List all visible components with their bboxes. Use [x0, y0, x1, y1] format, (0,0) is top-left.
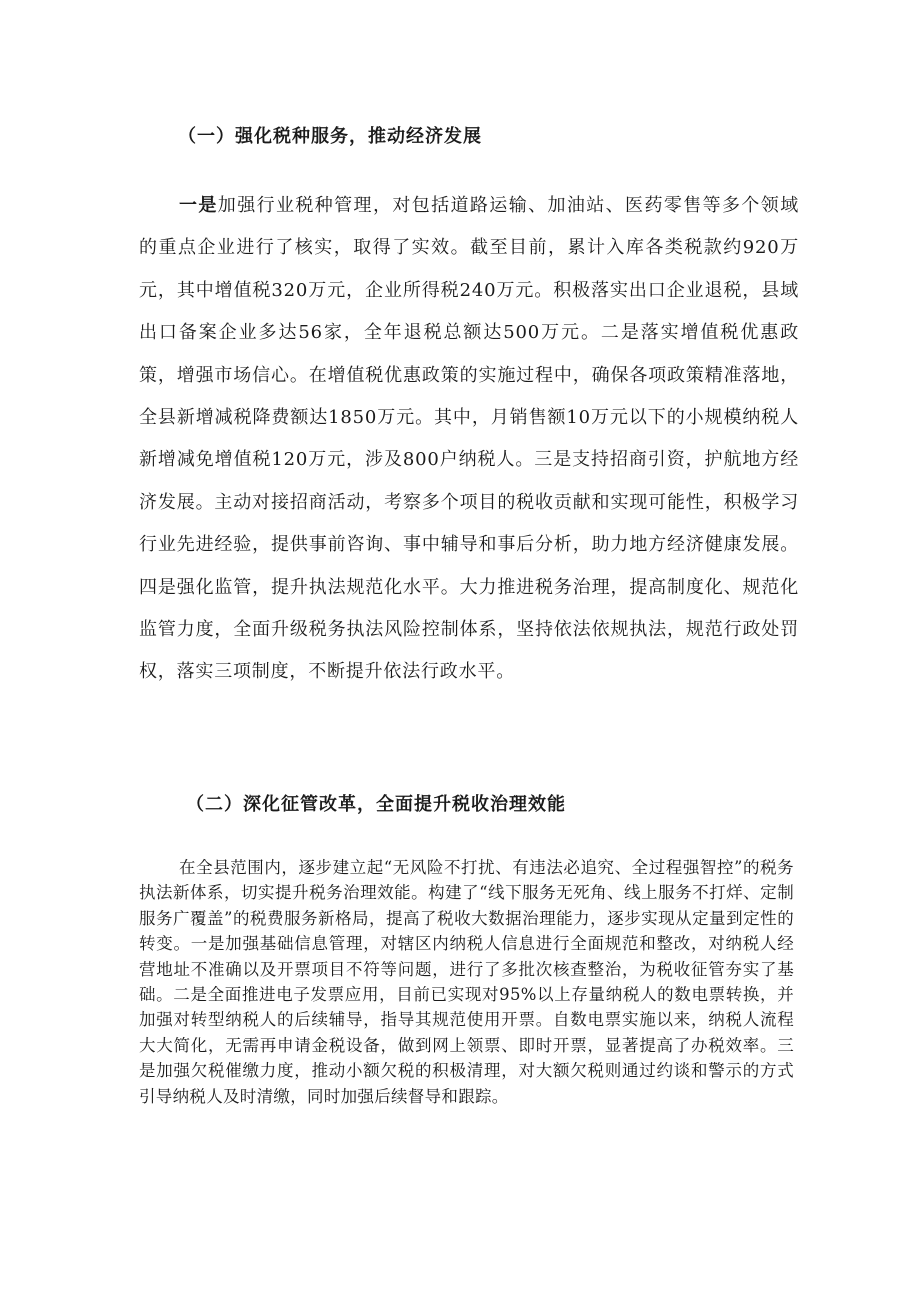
section-1-paragraph — [139, 185, 799, 694]
section-1-heading: （一）强化税种服务，推动经济发展 — [178, 126, 482, 147]
section-2-paragraph: 在全县范围内，逐步建立起“无风险不打扰、有违法必追究、全过程强智控”的税务执法新体系，切实提升税务治理效能。构建了“线下服务无死角、线上服务不打烊、定制服务广覆盖”的税费服务新格局，提高了税收大数据治理能力，逐步实现从定量到定性的转变。一是加强基础信息管理，对辖区内纳税人信息进行全面规范和整改，对纳税人经营地址不准确以及开票项目不符等问题，进行了多批次核查整治，为税收征管夯实了基础。二是全面推进电子发票应用，目前已实现对95%以上存量纳税人的数电票转换，并加强对转型纳税人的后续辅导，指导其规范使用开票。自数电票实施以来，纳税人流程大大简化，无需再申请金税设备，做到网上领票、即时开票，显著提高了办税效率。三是加强欠税催缴力度，推动小额欠税的积极清理，对大额欠税则通过约谈和警示的方式引导纳税人及时清缴，同时加强后续督导和跟踪。 — [139, 858, 794, 1106]
section-1-body: 加强行业税种管理，对包括道路运输、加油站、医药零售等多个领域的重点企业进行了核实，取得了实效。截至目前，累计入库各类税款约920万元，其中增值税320万元，企业所得税240万元。积极落实出口企业退税，县域出口备案企业多达56家，全年退税总额达500万元。二是落实增值税优惠政策，增强市场信心。在增值税优惠政策的实施过程中，确保各项政策精准落地，全县新增减税降费额达1850万元。其中，月销售额10万元以下的小规模纳税人新增减免增值税120万元，涉及800户纳税人。三是支持招商引资，护航地方经济发展。主动对接招商活动，考察多个项目的税收贡献和实现可能性，积极学习行业先进经验，提供事前咨询、事中辅导和事后分析，助力地方经济健康发展。四是强化监管，提升执法规范化水平。大力推进税务治理，提高制度化、规范化监管力度，全面升级税务执法风险控制体系，坚持依法依规执法，规范行政处罚权，落实三项制度，不断提升依法行政水平。 — [139, 195, 799, 683]
section-2-heading: （二）深化征管改革，全面提升税收治理效能 — [186, 794, 566, 815]
section-1-lead: 一是 — [179, 195, 218, 216]
